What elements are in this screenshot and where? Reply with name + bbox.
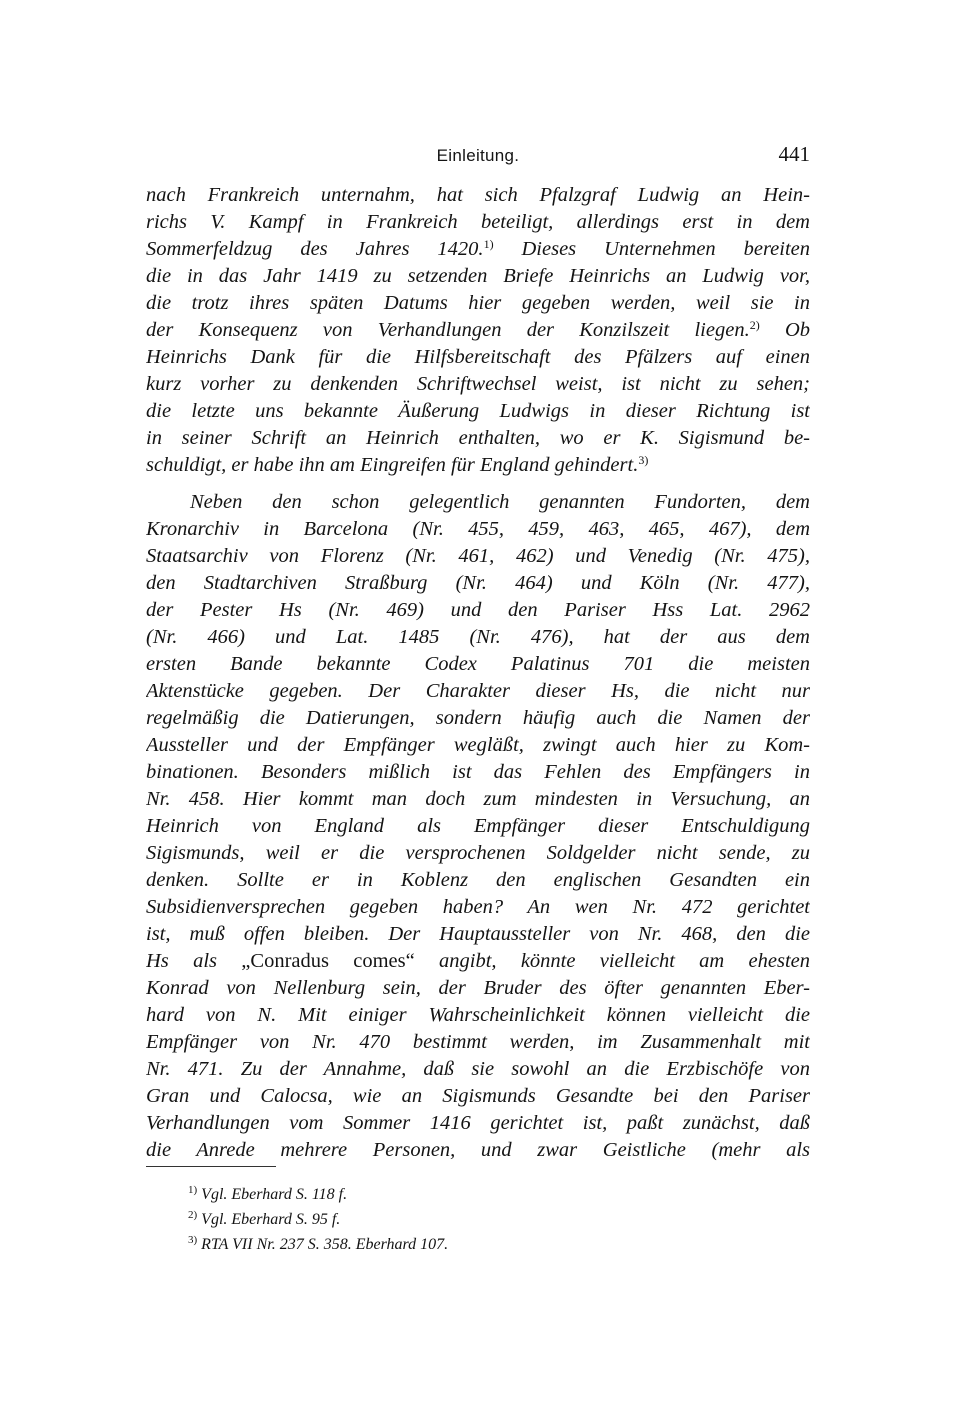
- text-line: Staatsarchiv von Florenz (Nr. 461, 462) und Venedig (Nr. 475),: [146, 545, 810, 567]
- text-line: richs V. Kampf in Frankreich beteiligt, allerdings erst in dem: [146, 211, 810, 233]
- body-text: [146, 182, 810, 1164]
- text-line: Heinrichs Dank für die Hilfsbereitschaft des Pfälzers auf einen: [146, 346, 810, 368]
- footnote-1: [188, 1182, 788, 1207]
- text-line: Verhandlungen vom Sommer 1416 gerichtet ist, paßt zunächst, daß: [146, 1112, 810, 1134]
- page-number: 441: [778, 142, 810, 166]
- text-line: Konrad von Nellenburg sein, der Bruder des öfter genannten Eber-: [146, 977, 810, 999]
- text-line: Kronarchiv in Barcelona (Nr. 455, 459, 463, 465, 467), dem: [146, 518, 810, 540]
- text-line: Nr. 471. Zu der Annahme, daß sie sowohl an die Erzbischöfe von: [146, 1058, 810, 1080]
- text-fragment: angibt, könnte vielleicht am ehesten: [414, 950, 810, 972]
- text-line: nach Frankreich unternahm, hat sich Pfalzgraf Ludwig an Hein-: [146, 184, 810, 206]
- text-fragment: der Konsequenz von Verhandlungen der Konzilszeit liegen.: [146, 319, 750, 341]
- text-line: Gran und Calocsa, wie an Sigismunds Gesandte bei den Pariser: [146, 1085, 810, 1107]
- footnote-ref: 3): [638, 453, 649, 467]
- text-line: binationen. Besonders mißlich ist das Fehlen des Empfängers in: [146, 761, 810, 783]
- text-line: Heinrich von England als Empfänger dieser Entschuldigung: [146, 815, 810, 837]
- text-line: in seiner Schrift an Heinrich enthalten, wo er K. Sigismund be-: [146, 427, 810, 449]
- footnote-mark: 2): [188, 1209, 198, 1221]
- text-line: hard von N. Mit einiger Wahrscheinlichkeit können vielleicht die: [146, 1004, 810, 1026]
- text-line: Empfänger von Nr. 470 bestimmt werden, im Zusammenhalt mit: [146, 1031, 810, 1053]
- footnote-mark: 3): [188, 1234, 198, 1246]
- footnotes: [188, 1182, 788, 1257]
- text-line: [146, 948, 810, 975]
- quoted-name: „Conradus comes“: [241, 950, 415, 972]
- text-fragment: Ob: [759, 319, 810, 341]
- footnote-ref: 1): [483, 237, 494, 251]
- text-line: Aussteller und der Empfänger wegläßt, zwingt auch hier zu Kom-: [146, 734, 810, 756]
- text-fragment: Hs als: [146, 950, 242, 972]
- text-line: regelmäßig die Datierungen, sondern häufig auch die Namen der: [146, 707, 810, 729]
- paragraph-gap: [146, 479, 810, 489]
- text-line: die Anrede mehrere Personen, und zwar Geistliche (mehr als: [146, 1139, 810, 1161]
- text-line: Subsidienversprechen gegeben haben? An wen Nr. 472 gerichtet: [146, 896, 810, 918]
- text-line: [146, 452, 810, 479]
- text-line: [146, 236, 810, 263]
- footnote-3: [188, 1232, 788, 1257]
- text-fragment: Sommerfeldzug des Jahres 1420.: [146, 238, 484, 260]
- running-title: Einleitung.: [436, 146, 520, 165]
- footnote-mark: 1): [188, 1184, 198, 1196]
- text-line: ist, muß offen bleiben. Der Hauptaussteller von Nr. 468, den die: [146, 923, 810, 945]
- text-line: denken. Sollte er in Koblenz den englischen Gesandten ein: [146, 869, 810, 891]
- footnote-text: Vgl. Eberhard S. 118 f.: [201, 1186, 348, 1203]
- footnote-text: RTA VII Nr. 237 S. 358. Eberhard 107.: [201, 1236, 449, 1253]
- text-line: die in das Jahr 1419 zu setzenden Briefe Heinrichs an Ludwig vor,: [146, 265, 810, 287]
- text-fragment: schuldigt, er habe ihn am Eingreifen für England gehindert.: [146, 454, 639, 476]
- text-line: Sigismunds, weil er die versprochenen Soldgelder nicht sende, zu: [146, 842, 810, 864]
- text-line: die letzte uns bekannte Äußerung Ludwigs in dieser Richtung ist: [146, 400, 810, 422]
- text-line: den Stadtarchiven Straßburg (Nr. 464) und Köln (Nr. 477),: [146, 572, 810, 594]
- text-line: [146, 317, 810, 344]
- text-line: ersten Bande bekannte Codex Palatinus 701 die meisten: [146, 653, 810, 675]
- text-line: kurz vorher zu denkenden Schriftwechsel weist, ist nicht zu sehen;: [146, 373, 810, 395]
- text-line: Neben den schon gelegentlich genannten Fundorten, dem: [190, 491, 810, 513]
- text-line: (Nr. 466) und Lat. 1485 (Nr. 476), hat der aus dem: [146, 626, 810, 648]
- text-line: der Pester Hs (Nr. 469) und den Pariser Hss Lat. 2962: [146, 599, 810, 621]
- text-line: die trotz ihres späten Datums hier gegeben werden, weil sie in: [146, 292, 810, 314]
- footnote-text: Vgl. Eberhard S. 95 f.: [201, 1211, 341, 1228]
- running-header: [146, 140, 810, 170]
- footnote-divider: [146, 1166, 276, 1167]
- text-line: Aktenstücke gegeben. Der Charakter dieser Hs, die nicht nur: [146, 680, 810, 702]
- text-fragment: Dieses Unternehmen bereiten: [493, 238, 810, 260]
- footnote-ref: 2): [749, 318, 760, 332]
- text-line: Nr. 458. Hier kommt man doch zum mindesten in Versuchung, an: [146, 788, 810, 810]
- footnote-2: [188, 1207, 788, 1232]
